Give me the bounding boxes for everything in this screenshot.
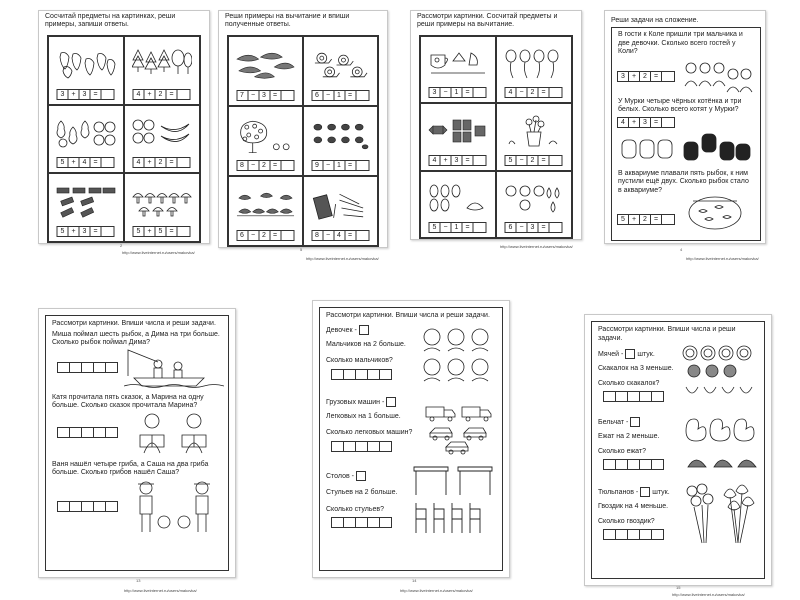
equation [237,230,294,241]
eq-num: 4 [79,157,91,168]
answer-box[interactable] [177,89,191,100]
answer-box[interactable] [640,487,650,497]
sheet-heading: Рассмотри картинки. Впиши числа и реши задачи. [326,312,490,319]
aquarium-image [685,191,745,231]
eq-op: − [516,222,528,233]
equation [618,71,675,82]
question-text: Сколько гвоздик? [598,517,655,525]
exercise-cell [496,36,572,103]
eq-num: 2 [639,214,651,225]
trees-image [131,43,193,86]
section-balls [592,343,764,407]
question-text: Сколько ежат? [598,447,646,455]
eq-num: 4 [429,155,441,166]
eq-num: 8 [236,160,248,171]
tasks-frame [611,27,761,241]
answer-boxes[interactable] [332,517,410,528]
eq-num: 2 [527,87,539,98]
question-text: Сколько легковых машин? [326,429,413,437]
cups-image [427,43,489,84]
answer-box[interactable] [549,87,563,98]
exercise-cell [496,103,572,170]
candies-image [55,180,117,223]
answer-boxes[interactable] [604,459,680,470]
source-url: http://www.liveinternet.ru/users/makovka/ [500,244,573,249]
exercise-cell [420,103,496,170]
boys-mushrooms-image [124,478,224,536]
answer-box[interactable] [549,155,563,166]
exercise-cell [48,36,124,105]
eq-op: − [322,160,334,171]
eq-num: 3 [258,90,270,101]
equation [312,90,369,101]
worksheet-addition-counting [38,10,210,244]
eq-eq: = [538,87,550,98]
eq-eq: = [650,214,662,225]
kittens-image [618,130,752,164]
question-line [326,471,404,481]
ladybugs-image [310,113,371,157]
sheet-heading: Реши примеры на вычитание и впиши полученные ответы. [225,13,350,28]
eq-eq: = [166,89,178,100]
answer-box[interactable] [549,222,563,233]
answer-box[interactable] [355,160,369,171]
cars-trucks-image [424,399,496,455]
birds-image [235,183,296,227]
eq-num: 3 [79,89,91,100]
eq-num: 5 [57,157,69,168]
eq-op: − [322,230,334,241]
question-text: Сколько стульев? [326,505,385,513]
eq-num: 9 [311,160,323,171]
question-text: Мячей - [598,350,624,358]
question-text: Грузовых машин - [326,398,385,406]
exercise-cell [228,106,303,176]
page-number: 5 [300,247,303,252]
question-text: Легковых на 1 больше. [326,412,401,420]
equation [58,157,115,168]
question-text: штук. [637,350,655,358]
answer-box[interactable] [355,230,369,241]
eq-num: 5 [617,214,629,225]
answer-box[interactable] [177,157,191,168]
eq-num: 2 [527,155,539,166]
answer-boxes[interactable] [58,362,118,373]
eq-num: 6 [236,230,248,241]
eq-num: 4 [333,230,345,241]
tulips-carnations-image [684,481,760,549]
eq-num: 3 [57,89,69,100]
eq-num: 4 [617,117,629,128]
eq-op: − [247,160,259,171]
eq-num: 3 [639,117,651,128]
eq-eq: = [344,90,356,101]
answer-box[interactable] [280,160,294,171]
eq-eq: = [462,87,474,98]
eq-eq: = [344,230,356,241]
equation [618,214,675,225]
task-text: Катя прочитала пять сказок, а Марина на одну больше. Сколько сказок прочитала Марина? [52,393,204,409]
eq-eq: = [538,155,550,166]
eq-num: 5 [57,226,69,237]
answer-box[interactable] [177,226,191,237]
equation [237,160,294,171]
question-text: Мальчиков на 2 больше. [326,340,406,348]
eq-eq: = [538,222,550,233]
eq-eq: = [462,155,474,166]
flowers-vase-image [503,110,565,151]
eq-num: 5 [505,155,517,166]
answer-box[interactable] [473,155,487,166]
question-text: Тюльпанов - [598,488,639,496]
equation [134,226,191,237]
question-text: Ежат на 2 меньше. [598,433,660,441]
page-number: 14 [412,578,417,583]
answer-boxes[interactable] [58,427,118,438]
eggs-image [427,178,489,219]
task-text: Миша поймал шесть рыбок, а Дима на три больше. Сколько рыбок поймал Дима? [52,330,220,346]
page-number: 2 [120,243,123,248]
page-number: 4 [680,247,683,252]
task-row [46,411,228,455]
exercise-cell [228,176,303,246]
balls-jumpropes-image [680,343,760,407]
question-line [598,349,674,359]
question-text: Стульев на 2 больше. [326,489,398,497]
eq-num: 2 [258,230,270,241]
answer-box[interactable] [359,325,369,335]
question-line [326,325,414,335]
fishing-boat-image [124,348,224,388]
eq-num: 4 [505,87,517,98]
equation [134,157,191,168]
equation [506,222,563,233]
eq-eq: = [269,230,281,241]
task-row [618,60,754,94]
exercise-cell [48,105,124,174]
eq-eq: = [90,226,102,237]
eq-op: − [516,87,528,98]
worksheet-word-problems-more [38,308,236,578]
exercise-cell [420,36,496,103]
worksheet-word-problems-addition [604,10,766,244]
question-line [598,417,674,427]
question-text: Столов - [326,472,354,480]
eq-num: 3 [429,87,441,98]
eq-num: 2 [155,89,167,100]
tasks-frame [45,315,229,571]
sheet-heading: Сосчитай предметы на картинках, реши примеры, запиши ответы. [45,13,176,28]
source-url: http://www.liveinternet.ru/users/makovka/ [306,256,379,261]
equation [312,160,369,171]
exercise-grid [47,35,201,243]
eq-num: 6 [505,222,517,233]
task-row [618,197,754,231]
answer-box[interactable] [101,226,115,237]
eq-op: − [440,222,452,233]
answer-box[interactable] [625,349,635,359]
eq-op: − [247,90,259,101]
squirrels-hedgehogs-image [680,411,760,477]
section-cars [320,397,502,455]
worksheet-subtraction [218,10,388,248]
eq-num: 3 [527,222,539,233]
task-row [46,478,228,536]
eq-op: − [247,230,259,241]
answer-box[interactable] [356,471,366,481]
worksheet-counting-subtraction [410,10,582,240]
eq-num: 5 [155,226,167,237]
question-line [598,487,678,497]
answer-boxes[interactable] [604,391,680,402]
pears-apples-image [55,112,117,155]
eq-num: 5 [133,226,145,237]
exercise-grid [419,35,573,239]
eq-num: 3 [451,155,463,166]
eq-num: 1 [333,160,345,171]
apples-image [503,178,565,219]
eq-eq: = [166,157,178,168]
question-line [326,397,418,407]
girls-reading-image [124,411,224,455]
question-text: Сколько скакалок? [598,379,660,387]
answer-box[interactable] [473,87,487,98]
eq-num: 6 [311,90,323,101]
equation [58,89,115,100]
eq-eq: = [650,71,662,82]
answer-boxes[interactable] [332,441,424,452]
exercise-cell [124,105,200,174]
answer-box[interactable] [661,117,675,128]
task-text: В гости к Коле пришли три мальчика и две девочки. Сколько всего гостей у Коли? [618,31,743,55]
task-row [46,348,228,388]
eq-op: + [68,89,80,100]
pencils-image [310,183,371,227]
eq-op: + [144,157,156,168]
eq-eq: = [90,89,102,100]
exercise-cell [124,173,200,242]
question-text: Скакалок на 3 меньше. [598,365,674,373]
source-url: http://www.liveinternet.ru/users/makovka/ [400,588,473,593]
source-url: http://www.liveinternet.ru/users/makovka/ [122,250,195,255]
equation [58,226,115,237]
eq-op: − [440,87,452,98]
kids-faces-image [420,325,494,389]
worksheet-word-problems-fewer [584,314,772,586]
page-number: 15 [676,585,681,590]
exercise-cell [496,171,572,238]
eq-num: 2 [258,160,270,171]
carrots-image [235,43,296,87]
eq-num: 2 [155,157,167,168]
answer-box[interactable] [280,230,294,241]
answer-box[interactable] [355,90,369,101]
strawberries-image [55,43,117,86]
mushrooms-image [131,180,193,223]
sheet-heading: Рассмотри картинки. Впиши числа и реши задачи. [52,320,216,327]
eq-op: − [322,90,334,101]
eq-op: − [516,155,528,166]
tasks-frame [319,307,503,571]
eq-op: + [144,226,156,237]
question-text: Бельчат - [598,418,629,426]
sheet-heading: Рассмотри картинки. Сосчитай предметы и реши примеры на вычитание. [417,13,558,28]
answer-box[interactable] [661,214,675,225]
eq-op: + [144,89,156,100]
eq-eq: = [269,160,281,171]
section-children [320,321,502,389]
answer-box[interactable] [101,89,115,100]
section-furniture [320,461,502,541]
answer-boxes[interactable] [332,369,420,380]
eq-num: 3 [617,71,629,82]
eq-op: + [440,155,452,166]
exercise-cell [48,173,124,242]
equation [134,89,191,100]
exercise-cell [124,36,200,105]
answer-box[interactable] [630,417,640,427]
task-row [618,117,754,128]
eq-eq: = [650,117,662,128]
exercise-cell [303,36,378,106]
answer-boxes[interactable] [58,501,118,512]
eq-op: + [628,71,640,82]
equation [237,90,294,101]
section-flowers [592,481,764,549]
task-text: В аквариуме плавали пять рыбок, к ним пустили ещё двух. Сколько рыбок стало в аквариуме? [618,169,749,194]
equation [430,155,487,166]
eq-num: 2 [639,71,651,82]
exercise-grid [227,35,379,247]
eq-num: 4 [133,157,145,168]
source-url: http://www.liveinternet.ru/users/makovka/ [672,592,745,597]
eq-num: 3 [79,226,91,237]
exercise-cell [303,176,378,246]
answer-box[interactable] [661,71,675,82]
eq-num: 1 [333,90,345,101]
answer-box[interactable] [473,222,487,233]
eq-eq: = [344,160,356,171]
answer-box[interactable] [386,397,396,407]
equation [506,87,563,98]
equation [430,222,487,233]
exercise-cell [228,36,303,106]
eq-eq: = [90,157,102,168]
equation [430,87,487,98]
question-text: Гвоздик на 4 меньше. [598,503,669,511]
eq-num: 1 [451,87,463,98]
equation [312,230,369,241]
children-image [683,60,753,94]
worksheet-word-problems-counting [312,300,510,578]
exercise-cell [303,106,378,176]
eq-op: + [68,157,80,168]
eq-op: + [68,226,80,237]
balloons-image [503,43,565,84]
equation [618,117,675,128]
sheet-heading: Реши задачи на сложение. [611,17,699,24]
equation [506,155,563,166]
task-text: Ваня нашёл четыре гриба, а Саша на два гриба больше. Сколько грибов нашёл Саша? [52,460,209,476]
candies-image [427,110,489,151]
eq-num: 7 [236,90,248,101]
eq-num: 5 [429,222,441,233]
task-text: У Мурки четыре чёрных котёнка и три белых. Сколько всего котят у Мурки? [618,97,742,113]
section-animals [592,411,764,477]
question-text: Сколько мальчиков? [326,357,393,365]
source-url: http://www.liveinternet.ru/users/makovka/ [686,256,759,261]
eq-op: + [628,117,640,128]
eq-op: + [628,214,640,225]
tables-chairs-image [410,461,500,541]
eq-eq: = [166,226,178,237]
sheet-heading: Рассмотри картинки. Впиши числа и реши задачи. [598,326,736,342]
question-text: штук. [652,488,670,496]
tasks-frame [591,321,765,579]
eq-eq: = [462,222,474,233]
exercise-cell [420,171,496,238]
eq-eq: = [269,90,281,101]
source-url: http://www.liveinternet.ru/users/makovka/ [124,588,197,593]
page-number: 13 [136,578,141,583]
question-text: Девочек - [326,326,357,334]
answer-box[interactable] [101,157,115,168]
eq-num: 4 [133,89,145,100]
apple-tree-image [235,113,296,157]
answer-boxes[interactable] [604,529,684,540]
answer-box[interactable] [280,90,294,101]
snails-image [310,43,371,87]
bananas-apples-image [131,112,193,155]
eq-num: 8 [311,230,323,241]
eq-num: 1 [451,222,463,233]
